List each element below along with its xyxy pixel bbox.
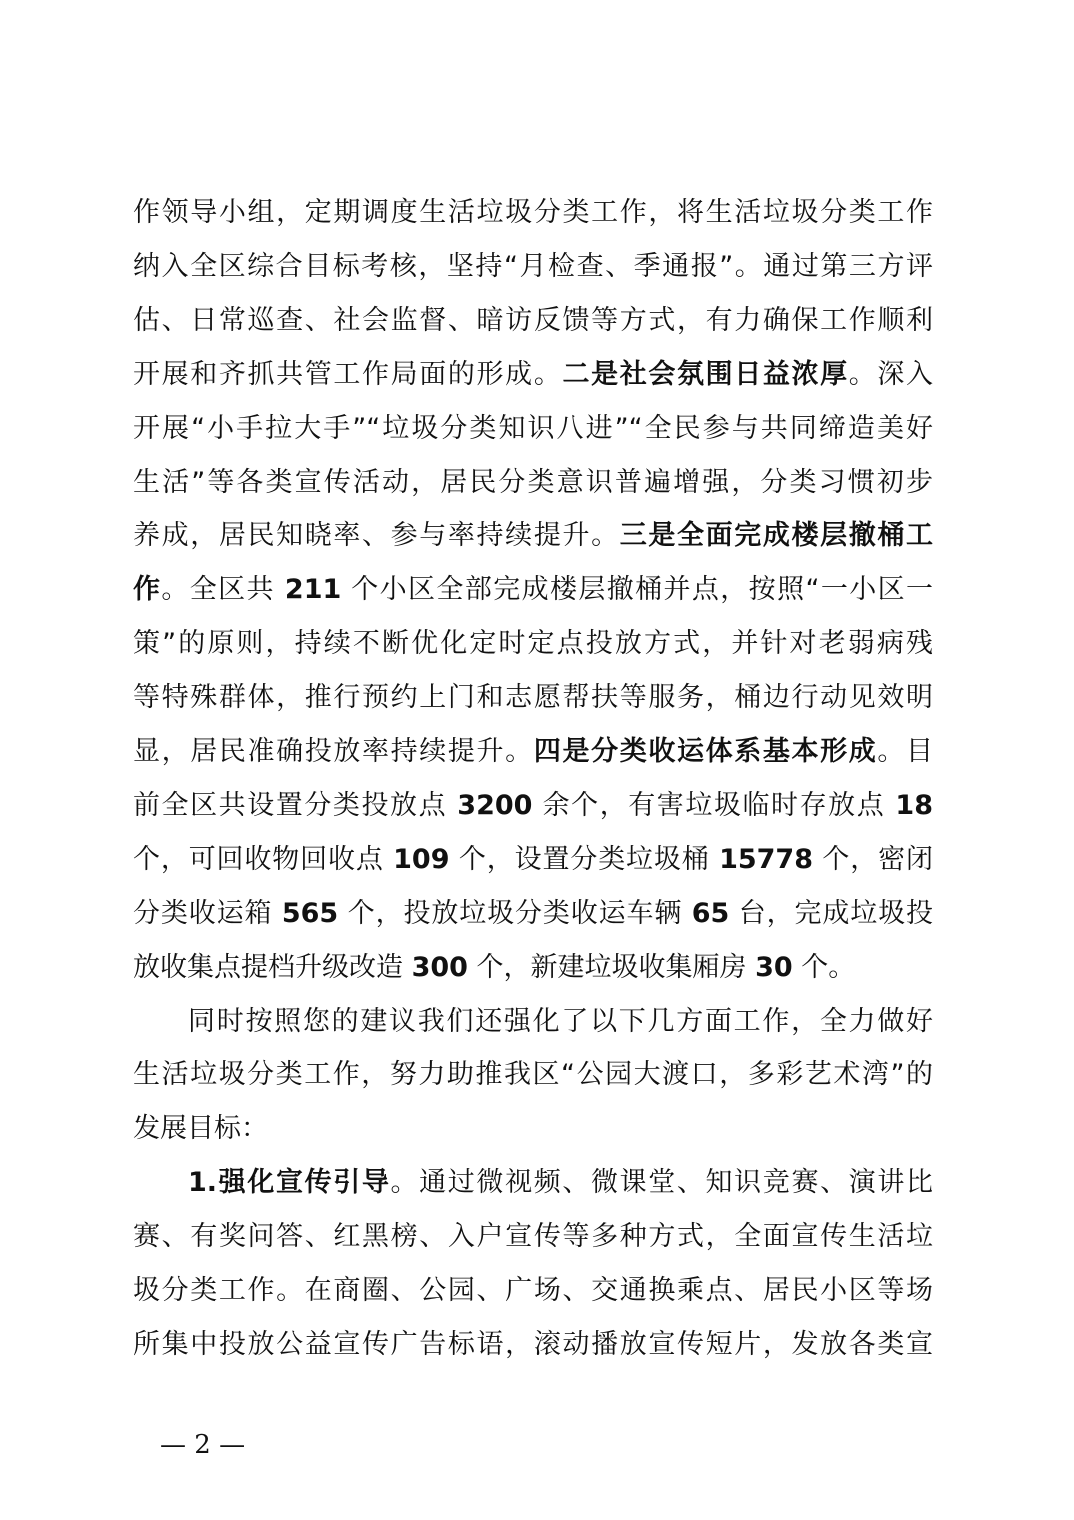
body-text: 放收集点提档升级改造 xyxy=(133,951,412,983)
text-line xyxy=(133,894,933,934)
bold-text: 211 xyxy=(284,574,342,606)
text-line xyxy=(133,1271,933,1311)
text-line xyxy=(133,624,933,664)
text-line xyxy=(133,786,933,826)
text-line xyxy=(133,247,933,287)
body-text: 圾分类工作。在商圈、公园、广场、交通换乘点、居民小区等场 xyxy=(133,1275,933,1306)
text-line xyxy=(133,678,933,718)
body-text: 前全区共设置分类投放点 xyxy=(133,789,458,821)
text-line xyxy=(133,840,933,880)
body-text: 个小区全部完成楼层撤桶并点，按照“一小区一 xyxy=(341,574,933,606)
body-text: 策”的原则，持续不断优化定时定点投放方式，并针对老弱病残 xyxy=(133,628,933,660)
bold-text: 18 xyxy=(895,789,933,821)
text-line xyxy=(188,1002,933,1042)
body-text: 同时按照您的建议我们还强化了以下几方面工作，全力做好 xyxy=(188,1005,933,1037)
bold-text: 二是社会氛围日益浓厚 xyxy=(562,358,849,390)
bold-text: 565 xyxy=(281,897,339,929)
text-line xyxy=(133,1325,933,1365)
body-text: 。全区共 xyxy=(161,574,285,606)
text-line xyxy=(133,1055,933,1095)
bold-text: 109 xyxy=(393,843,450,875)
body-text: 个，设置分类垃圾桶 xyxy=(449,843,720,875)
bold-text: 300 xyxy=(411,951,468,983)
body-text: 作领导小组，定期调度生活垃圾分类工作，将生活垃圾分类工作 xyxy=(133,197,933,228)
body-text: 个，可回收物回收点 xyxy=(133,843,394,875)
body-text: 显，居民准确投放率持续提升。 xyxy=(133,736,534,767)
bold-text: 四是分类收运体系基本形成 xyxy=(533,736,878,767)
body-text: 等特殊群体，推行预约上门和志愿帮扶等服务，桶边行动见效明 xyxy=(133,682,933,714)
text-line xyxy=(133,355,933,395)
text-line xyxy=(133,301,933,341)
bold-text: 30 xyxy=(755,951,793,983)
body-text: 余个，有害垃圾临时存放点 xyxy=(532,789,896,821)
body-text: 开展和齐抓共管工作局面的形成。 xyxy=(133,358,563,390)
text-line xyxy=(133,1109,933,1149)
text-line xyxy=(133,409,933,449)
bold-text: 65 xyxy=(691,897,730,929)
body-text: 个，密闭 xyxy=(813,843,933,875)
text-line xyxy=(133,732,933,772)
body-text: 生活垃圾分类工作，努力助推我区“公园大渡口，多彩艺术湾”的 xyxy=(133,1059,933,1091)
body-text: 养成，居民知晓率、参与率持续提升。 xyxy=(133,520,620,552)
body-text: 台，完成垃圾投 xyxy=(729,897,933,929)
body-text: 个，投放垃圾分类收运车辆 xyxy=(338,897,692,929)
body-text: 个，新建垃圾收集厢房 xyxy=(467,951,756,983)
body-text: 所集中投放公益宣传广告标语，滚动播放宣传短片，发放各类宣 xyxy=(133,1328,933,1360)
body-text: 估、日常巡查、社会监督、暗访反馈等方式，有力确保工作顺利 xyxy=(133,304,933,336)
text-line xyxy=(133,570,933,610)
body-text: 发展目标： xyxy=(133,1113,268,1145)
body-text: 。通过微视频、微课堂、知识竞赛、演讲比 xyxy=(390,1167,934,1199)
text-line xyxy=(133,193,933,233)
body-text: 纳入全区综合目标考核，坚持“月检查、季通报”。通过第三方评 xyxy=(133,250,933,282)
body-text: 个。 xyxy=(792,951,856,983)
body-text: 。深入 xyxy=(848,358,934,390)
bold-text: 三是全面完成楼层撤桶工 xyxy=(619,520,933,552)
bold-text: 作 xyxy=(133,574,162,606)
bold-text: 15778 xyxy=(719,843,813,875)
body-text: 生活”等各类宣传活动，居民分类意识普遍增强，分类习惯初步 xyxy=(133,466,933,498)
body-text: 赛、有奖问答、红黑榜、入户宣传等多种方式，全面宣传生活垃 xyxy=(133,1221,933,1253)
text-line xyxy=(133,463,933,503)
body-text: 分类收运箱 xyxy=(133,897,282,929)
text-line xyxy=(133,516,933,556)
text-line xyxy=(133,1217,933,1257)
text-line xyxy=(133,948,933,988)
body-text: 开展“小手拉大手”“垃圾分类知识八进”“全民参与共同缔造美好 xyxy=(133,412,933,444)
body-text: 。目 xyxy=(877,736,934,767)
text-line xyxy=(188,1163,933,1203)
page-number: — 2 — xyxy=(160,1430,246,1460)
bold-text: 1.强化宣传引导 xyxy=(188,1167,391,1199)
bold-text: 3200 xyxy=(457,789,533,821)
